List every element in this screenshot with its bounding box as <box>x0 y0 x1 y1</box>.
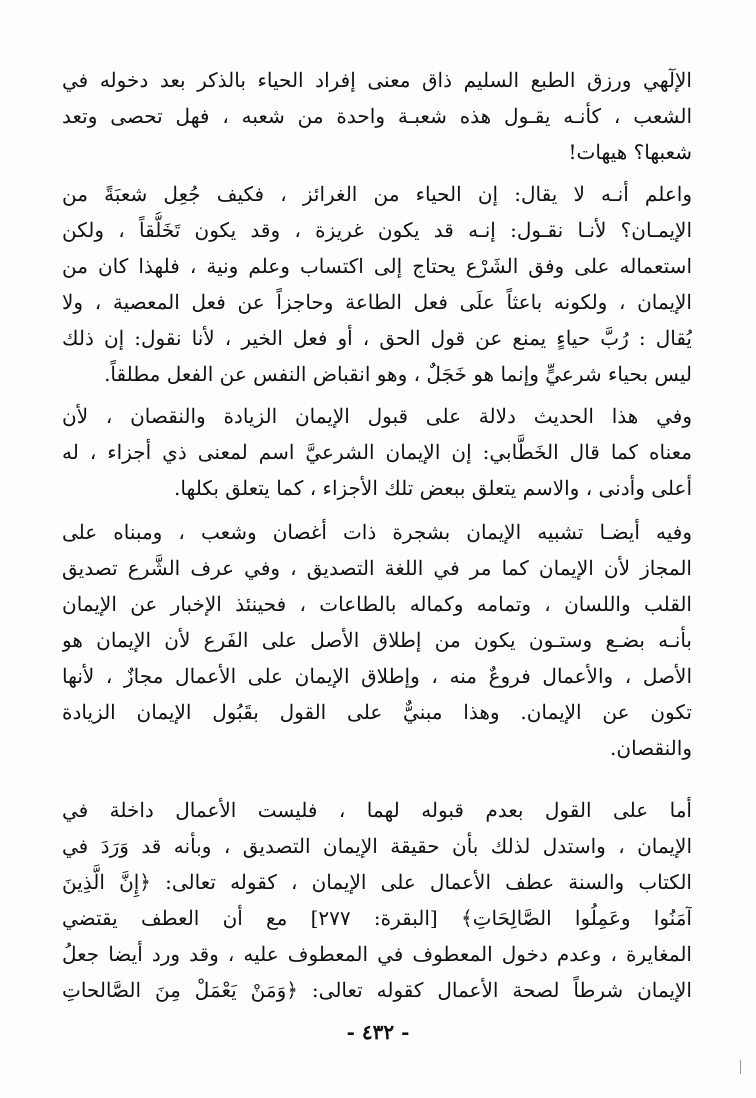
text-line: استعماله على وفق الشَرْع يحتاج إلى اكتساب وعلم ونية ، فلهذا كان من <box>62 254 692 278</box>
text-line: وفي هذا الحديث دلالة على قبول الإيمان الزيادة والنقصان ، لأن <box>62 404 692 428</box>
text-line: أما على القول بعدم قبوله لهما ، فليست الأعمال داخلة في <box>62 798 692 822</box>
text-line: واعلم أنـه لا يقال: إن الحياء من الغرائز ، فكيف جُعِل شعبَةً من <box>62 182 692 206</box>
page-number: - ٤٣٢ - <box>346 1020 410 1044</box>
text-line: وفيه أيضـا تشبيه الإيمان بشجرة ذات أغصان وشعب ، ومبناه على <box>62 520 692 544</box>
text-line: الإيمان ، ولكونه باعثاً علَى فعل الطاعة وحاجزاً عن فعل المعصية ، ولا <box>62 290 692 314</box>
text-line: القلب واللسان ، وتمامه وكماله بالطاعات ، فحينئذ الإخبار عن الإيمان <box>62 592 692 616</box>
text-line: الشعب ، كأنـه يقـول هذه شعبـة واحدة من شعبه ، فهل تحصى وتعد <box>62 104 692 128</box>
text-line: الإيمـان؟ لأنـا نقـول: إنـه قد يكون غريزة ، وقد يكون تَخَلُّقاً ، ولكن <box>62 218 692 242</box>
text-line: الإيمان شرطاً لصحة الأعمال كقوله تعالى: ﴿وَمَنْ يَعْمَلْ مِنَ الصَّالحاتِ <box>62 978 692 1002</box>
scan-mark <box>740 1060 741 1074</box>
text-line: بأنـه بضـع وستـون يكون من إطلاق الأصل على الفَرع لأن الإيمان هو <box>62 628 692 652</box>
text-line: ليس بحياء شرعيٍّ وإنما هو خَجَلٌ ، وهو انقباض النفس عن الفعل مطلقاً. <box>104 362 692 386</box>
text-line: المغايرة ، وعدم دخول المعطوف في المعطوف عليه ، وقد ورد أيضا جعلُ <box>62 942 692 966</box>
text-line: الأصل ، والأعمال فروعٌ منه ، وإطلاق الإيمان على الأعمال مجازٌ ، لأنها <box>62 664 692 688</box>
text-line: شعبها؟ هيهات! <box>568 140 692 164</box>
paragraph-2 <box>62 176 692 392</box>
paragraph-4 <box>62 514 692 766</box>
text-line: آمَنُوا وعَمِلُوا الصَّالِحَاتِ﴾ [البقرة: ٢٧٧] مع أن العطف يقتضي <box>62 906 692 930</box>
text-line: تكون عن الإيمان. وهذا مبنيٌّ على القول بقَبُول الإيمان الزيادة <box>62 700 692 724</box>
text-line: يُقال : رُبَّ حياءٍ يمنع عن قول الحق ، أو فعل الخير ، لأنا نقول: إن ذلك <box>62 326 692 350</box>
text-line: معناه كما قال الخَطَّابي: إن الإيمان الشرعيَّ اسم لمعنى ذي أجزاء ، له <box>62 440 692 464</box>
text-line: والنقصان. <box>610 736 692 760</box>
text-line: أعلى وأدنى ، والاسم يتعلق ببعض تلك الأجزاء ، كما يتعلق بكلها. <box>174 476 692 500</box>
text-line: الإيمان ، واستدل لذلك بأن حقيقة الإيمان التصديق ، وبأنه قد وَرَدَ في <box>62 834 692 858</box>
paragraph-3 <box>62 398 692 506</box>
text-line: المجاز لأن الإيمان كما مر في اللغة التصديق ، وفي عرف الشَّرع تصديق <box>62 556 692 580</box>
paragraph-1 <box>62 62 692 170</box>
text-line: الكتاب والسنة عطف الأعمال على الإيمان ، كقوله تعالى: ﴿إِنَّ الَّذِينَ <box>62 870 692 894</box>
text-line: الإلٓهي ورزق الطبع السليم ذاق معنى إفراد الحياء بالذكر بعد دخوله في <box>62 68 692 92</box>
paragraph-5 <box>62 792 692 1008</box>
